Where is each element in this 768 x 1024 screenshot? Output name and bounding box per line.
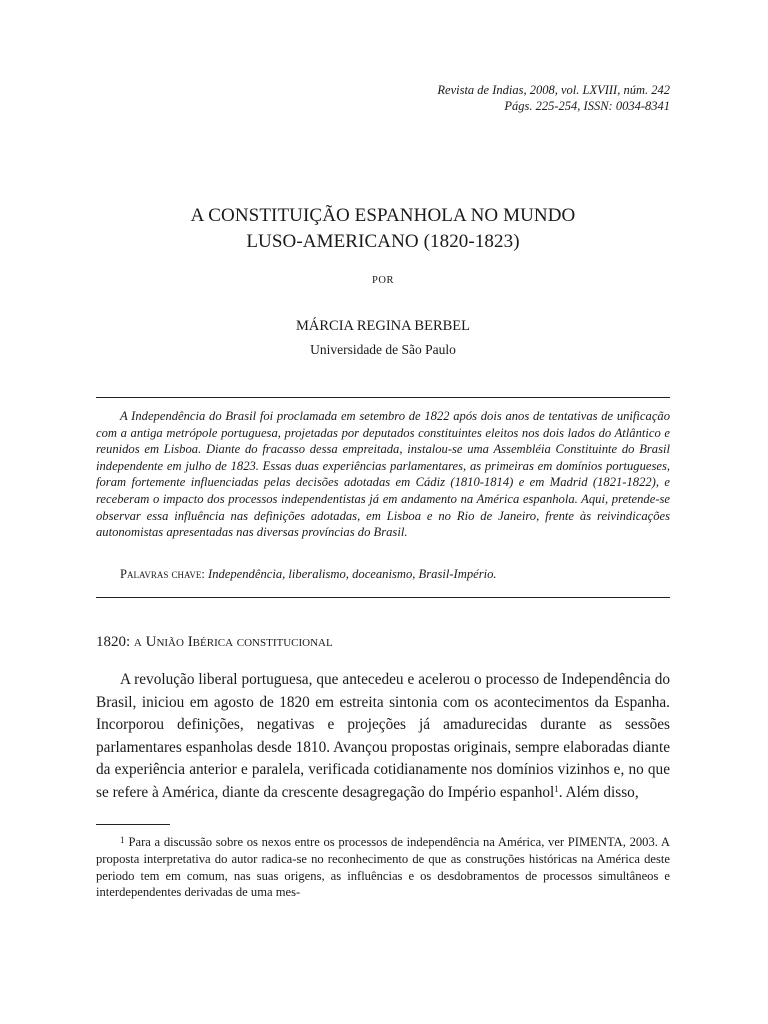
author-affiliation: Universidade de São Paulo bbox=[310, 342, 456, 357]
footnote-text: Para a discussão sobre os nexos entre os processos de independência na América, ver PIMENTA, 2003. A proposta interpretativa do autor radica-se no reconhecimento de que as construções históricas na América deste periodo tem em comum, nas suas origens, as influências e os desdobramentos de processos simultâneos e interdependentes derivadas de uma mes- bbox=[96, 835, 670, 900]
journal-citation: Revista de Indias, 2008, vol. LXVIII, núm. 242 bbox=[437, 83, 670, 97]
keywords-values: Independência, liberalismo, doceanismo, Brasil-Império. bbox=[208, 567, 497, 581]
keywords bbox=[96, 566, 670, 583]
article-page bbox=[96, 0, 670, 1024]
journal-pages-issn: Págs. 225-254, ISSN: 0034-8341 bbox=[504, 99, 670, 113]
article-title bbox=[96, 203, 670, 255]
footnote bbox=[96, 832, 670, 901]
article-title-line-2: LUSO-AMERICANO (1820-1823) bbox=[246, 231, 520, 252]
section-heading: 1820: a União Ibérica constitucional bbox=[96, 634, 333, 650]
abstract-bottom-rule bbox=[96, 597, 670, 598]
journal-header bbox=[437, 82, 670, 114]
article-title-line-1: A CONSTITUIÇÃO ESPANHOLA NO MUNDO bbox=[190, 205, 576, 226]
footnote-separator bbox=[96, 824, 170, 825]
body-paragraph-text: A revolução liberal portuguesa, que antecedeu e acelerou o processo de Independência do Brasil, iniciou em agosto de 1820 em estreita sintonia com os acontecimentos da Espanha. Incorporou definições, negativas e projeções já amadurecidas durante as sessões parlamentares espanholas desde 1810. Avançou propostas originais, sempre elaboradas diante da experiência anterior e paralela, verificada cotidianamente nos domínios vizinhos e, no que se refere à América, diante da crescente desagregação do Império espanhol bbox=[96, 671, 670, 801]
byline-por: POR bbox=[372, 275, 394, 286]
footnote-number: 1 bbox=[120, 835, 125, 845]
body-paragraph bbox=[96, 669, 670, 805]
body-paragraph-tail: . Além disso, bbox=[558, 783, 639, 801]
footnote-reference[interactable]: 1 bbox=[554, 783, 559, 794]
author-name: MÁRCIA REGINA BERBEL bbox=[295, 318, 470, 334]
keywords-label: Palavras chave: bbox=[120, 567, 205, 581]
abstract-top-rule bbox=[96, 397, 670, 398]
abstract-text: A Independência do Brasil foi proclamada em setembro de 1822 após dois anos de tentativas de unificação com a antiga metrópole portuguesa, projetadas por deputados constituintes eleitos nos dois lados do Atlântico e reunidos em Lisboa. Diante do fracasso dessa empreitada, instalou-se uma Assembléia Constituinte do Brasil independente em julho de 1823. Essas duas experiências parlamentares, as primeiras em domínios portugueses, foram fortemente influenciadas pelas decisões adotadas em Cádiz (1810-1814) e em Madrid (1821-1822), e receberam o impacto dos processos independentistas já em andamento na América espanhola. Aqui, pretende-se observar essa influência nas definições adotadas, em Lisboa e no Rio de Janeiro, frente às reivindicações autonomistas apresentadas nas diversas províncias do Brasil. bbox=[96, 409, 670, 540]
